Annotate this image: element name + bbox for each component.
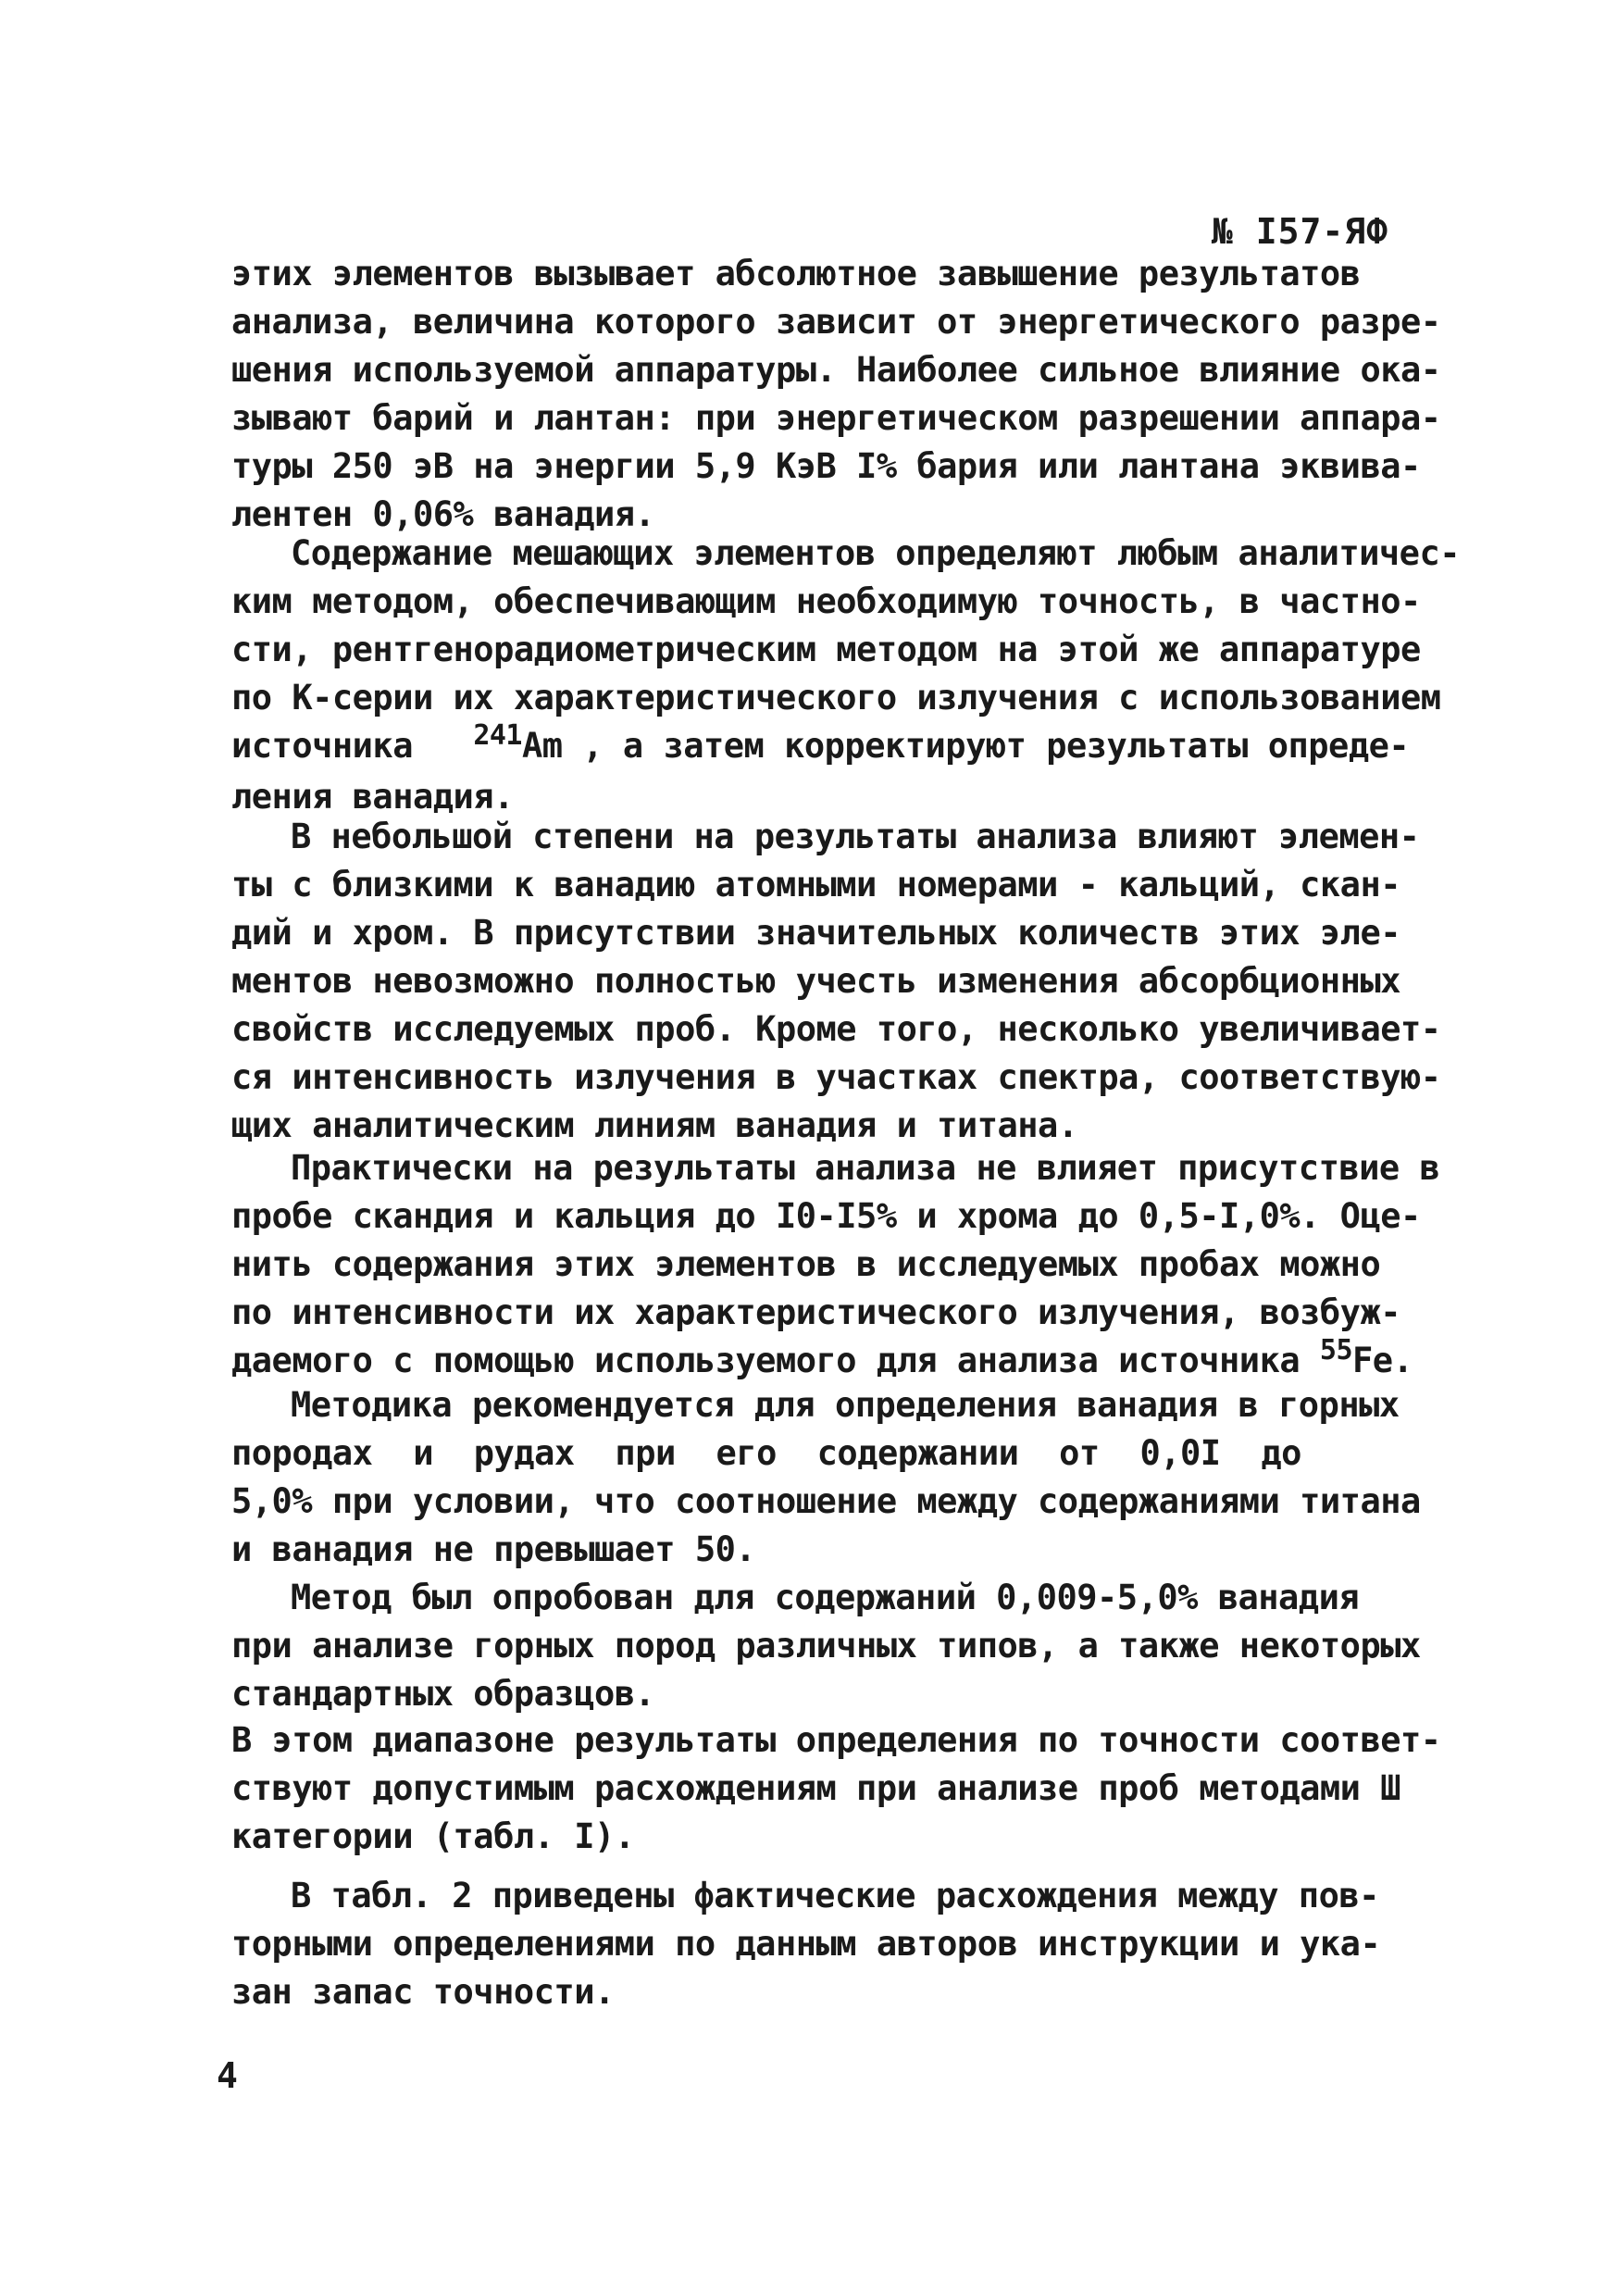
source-line — [231, 719, 1410, 773]
text-line: ления ванадия. — [231, 777, 514, 817]
source-word: источника — [231, 726, 413, 766]
paragraph-7 — [231, 1716, 1441, 1861]
paragraph-1 — [231, 250, 1441, 539]
text-line: туры 250 эВ на энергии 5,9 КэВ I% бария или лантана эквива- — [231, 446, 1421, 486]
isotope-mass-number: 241 — [473, 719, 522, 752]
source-line — [231, 1334, 1413, 1388]
text-line: этих элементов вызывает абсолютное завышение результатов — [231, 254, 1361, 293]
paragraph-4 — [231, 1144, 1440, 1388]
text-line: пробе скандия и кальция до I0-I5% и хрома до 0,5-I,0%. Оце- — [231, 1196, 1421, 1236]
paragraph-6 — [231, 1574, 1421, 1718]
text-line: лентен 0,06% ванадия. — [231, 494, 655, 534]
text-line: нить содержания этих элементов в исследуемых пробах можно — [231, 1244, 1381, 1284]
text-line: при анализе горных пород различных типов, а также некоторых — [231, 1626, 1421, 1666]
text-line: В этом диапазоне результаты определения по точности соответ- — [231, 1720, 1441, 1760]
paragraph-3 — [231, 813, 1441, 1150]
isotope-symbol: Fe — [1352, 1341, 1393, 1380]
text-line: зывают барий и лантан: при энергетическом разрешении аппара- — [231, 398, 1441, 438]
document-number: № I57-ЯФ — [1211, 211, 1388, 252]
source-line-rest: , а затем корректируют результаты опреде- — [582, 726, 1410, 766]
text-line: и ванадия не превышает 50. — [231, 1529, 756, 1569]
isotope-symbol: Am — [522, 726, 563, 766]
isotope-mass-number: 55 — [1319, 1334, 1353, 1366]
sentence-end: . — [1392, 1341, 1413, 1380]
text-line: ты с близкими к ванадию атомными номерами - кальций, скан- — [231, 865, 1401, 905]
text-line: ментов невозможно полностью учесть изменения абсорбционных — [231, 961, 1401, 1001]
page-number: 4 — [217, 2055, 238, 2096]
text-line: ким методом, обеспечивающим необходимую точность, в частно- — [231, 581, 1421, 621]
text-line: 5,0% при условии, что соотношение между содержаниями титана — [231, 1481, 1421, 1521]
text-line: Практически на результаты анализа не влияет присутствие в — [291, 1148, 1440, 1188]
text-line: Содержание мешающих элементов определяют любым аналитичес- — [291, 533, 1461, 573]
text-line: анализа, величина которого зависит от энергетического разре- — [231, 302, 1441, 342]
text-line: ся интенсивность излучения в участках спектра, соответствую- — [231, 1057, 1441, 1097]
text-line: щих аналитическим линиям ванадия и титана. — [231, 1105, 1078, 1145]
paragraph-5 — [231, 1381, 1421, 1574]
source-line-text: даемого с помощью используемого для анализа источника — [231, 1341, 1301, 1380]
text-line: по интенсивности их характеристического излучения, возбуж- — [231, 1292, 1401, 1332]
paragraph-2 — [231, 530, 1461, 821]
text-line: В небольшой степени на результаты анализа влияют элемен- — [291, 817, 1420, 856]
text-line: сти, рентгенорадиометрическим методом на этой же аппаратуре — [231, 630, 1421, 669]
text-line: по К-серии их характеристического излучения с использованием — [231, 678, 1441, 718]
text-line: ствуют допустимым расхождениям при анализе проб методами Ш — [231, 1768, 1401, 1808]
text-line: шения используемой аппаратуры. Наиболее сильное влияние ока- — [231, 350, 1441, 390]
text-line: Метод был опробован для содержаний 0,009-5,0% ванадия — [291, 1578, 1360, 1617]
text-line: торными определениями по данным авторов инструкции и ука- — [231, 1924, 1381, 1964]
text-line: зан запас точности. — [231, 1972, 615, 2012]
text-line: породах и рудах при его содержании от 0,0I до — [231, 1433, 1301, 1473]
text-line: свойств исследуемых проб. Кроме того, несколько увеличивает- — [231, 1009, 1441, 1049]
text-line: категории (табл. I). — [231, 1816, 635, 1856]
paragraph-8 — [231, 1872, 1398, 2016]
text-line: В табл. 2 приведены фактические расхождения между пов- — [291, 1876, 1379, 1915]
text-line: дий и хром. В присутствии значительных количеств этих эле- — [231, 913, 1401, 953]
text-line: стандартных образцов. — [231, 1674, 655, 1714]
text-line: Методика рекомендуется для определения ванадия в горных — [291, 1385, 1400, 1425]
